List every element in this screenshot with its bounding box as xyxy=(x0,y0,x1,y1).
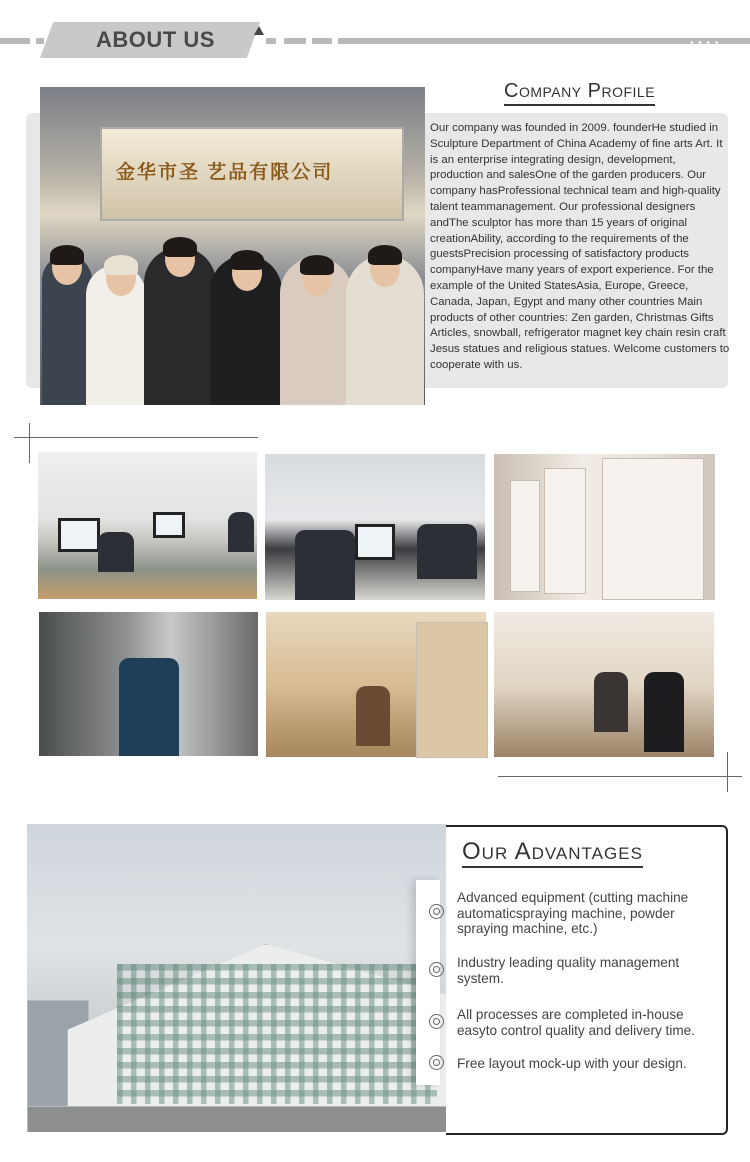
advantage-item: Free layout mock-up with your design. xyxy=(457,1056,687,1071)
team-people xyxy=(40,175,425,405)
team-photo xyxy=(40,87,425,405)
header-line-right xyxy=(338,38,750,44)
company-profile-text: Our company was founded in 2009. founderHe studied in Sculpture Department of China Academy of fine arts Art. It is an enterprise integrating design, development, production and salesOne of the garden producers. Our company hasProfessional technical team and high-quality talent teammanagement. Our professional designers andThe sculptor has more than 15 years of original creationAbility, according to the requirements of the guestsPrecision processing of satisfactory products companyHave many years of export experience. For the example of the United StatesAsia, Europe, Greece, Canada, Japan, Egypt and many other countries Main products of other countries: Zen garden, Christmas Gifts Articles, snowball, refrigerator magnet key chain resin craft Jesus statues and religious statues. Welcome customers to cooperate with us. xyxy=(430,122,730,371)
header-dash-3 xyxy=(312,38,332,44)
header-dash-2 xyxy=(284,38,306,44)
advantage-item: Industry leading quality management system. xyxy=(457,955,680,986)
header-dots: • • • • xyxy=(690,38,720,49)
bullet-icon xyxy=(429,1014,444,1029)
company-sign-text: 金华市圣 艺品有限公司 xyxy=(116,162,334,183)
office-photo-1 xyxy=(38,452,257,599)
header-line-left-2 xyxy=(36,38,44,44)
crosshair-left-h xyxy=(14,437,258,438)
showroom-photo xyxy=(494,454,715,600)
bullet-icon xyxy=(429,962,444,977)
header-line-left xyxy=(0,38,30,44)
spraying-workshop-photo xyxy=(39,612,258,756)
section-title-about-us: ABOUT US xyxy=(96,27,215,52)
office-photo-2 xyxy=(265,454,485,600)
production-workshop-photo xyxy=(494,612,714,757)
bullet-icon xyxy=(429,1055,444,1070)
company-profile-title: Company Profile xyxy=(504,80,655,106)
advantage-item: Advanced equipment (cutting machine automaticspraying machine, powder spraying machine, etc.) xyxy=(457,890,689,936)
header-notch-icon xyxy=(254,26,264,35)
crosshair-left-v xyxy=(29,423,30,463)
woodwork-workshop-photo xyxy=(266,612,486,757)
factory-building-photo xyxy=(27,824,447,1132)
advantage-item: All processes are completed in-house easyto control quality and delivery time. xyxy=(457,1007,696,1038)
bullet-icon xyxy=(429,904,444,919)
crosshair-right-v xyxy=(727,752,728,792)
crosshair-right-h xyxy=(498,776,742,777)
our-advantages-title: Our Advantages xyxy=(462,838,643,868)
header-dash-1 xyxy=(266,38,276,44)
